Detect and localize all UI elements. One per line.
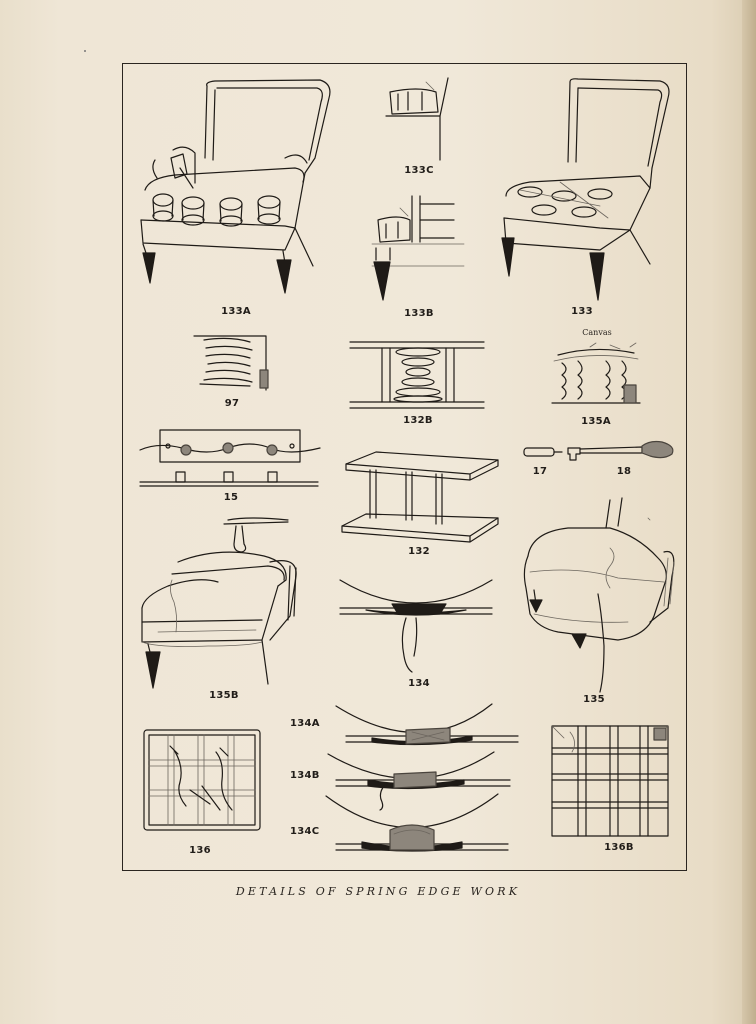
figure-133-chair-seat <box>500 78 680 303</box>
figure-135-label: 135 <box>583 694 605 705</box>
figure-133b-leg-detail <box>368 192 468 307</box>
figure-136b-label: 136B <box>604 842 634 853</box>
figure-133a-label: 133A <box>221 306 251 317</box>
figure-134a-stitch <box>332 700 522 750</box>
figure-134c-label: 134C <box>290 826 320 837</box>
figure-97-spring-tie <box>190 330 275 395</box>
figure-17-label: 17 <box>532 466 548 477</box>
figure-97-label: 97 <box>224 398 240 409</box>
figure-135a-canvas-springs <box>550 343 645 411</box>
figure-17-needle-tool <box>522 444 564 460</box>
page-edge <box>742 0 756 1024</box>
figure-134a-label: 134A <box>290 718 320 729</box>
plate-caption: DETAILS OF SPRING EDGE WORK <box>235 885 521 898</box>
figure-15-label: 15 <box>223 492 239 503</box>
paper-speck <box>84 50 86 52</box>
figure-132b-coil-spring <box>348 336 488 416</box>
figure-133-label: 133 <box>571 306 593 317</box>
figure-15-edge-wire <box>138 424 323 492</box>
figure-135a-label: 135A <box>581 416 611 427</box>
figure-132-label: 132 <box>408 546 430 557</box>
figure-134-edge-tie <box>336 576 496 676</box>
figure-135b-chair-stuffing <box>138 516 308 696</box>
figure-134b-label: 134B <box>290 770 320 781</box>
figure-135-covered-seat <box>518 496 683 696</box>
figure-133c-label: 133C <box>404 165 434 176</box>
figure-18-regulator-tool <box>566 438 678 464</box>
figure-136-webbing-frame <box>140 726 265 836</box>
figure-132b-label: 132B <box>403 415 433 426</box>
canvas-annotation: Canvas <box>582 328 612 337</box>
figure-133b-label: 133B <box>404 308 434 319</box>
figure-134c-stitch <box>322 790 512 856</box>
figure-133c-edge-detail <box>378 76 458 166</box>
figure-135b-label: 135B <box>209 690 239 701</box>
figure-136b-webbed-seat <box>548 722 673 840</box>
figure-136-label: 136 <box>189 845 211 856</box>
figure-18-label: 18 <box>616 466 632 477</box>
figure-133a-chair-springs <box>135 78 335 303</box>
figure-134-label: 134 <box>408 678 430 689</box>
figure-132-seat-frame <box>340 450 502 546</box>
